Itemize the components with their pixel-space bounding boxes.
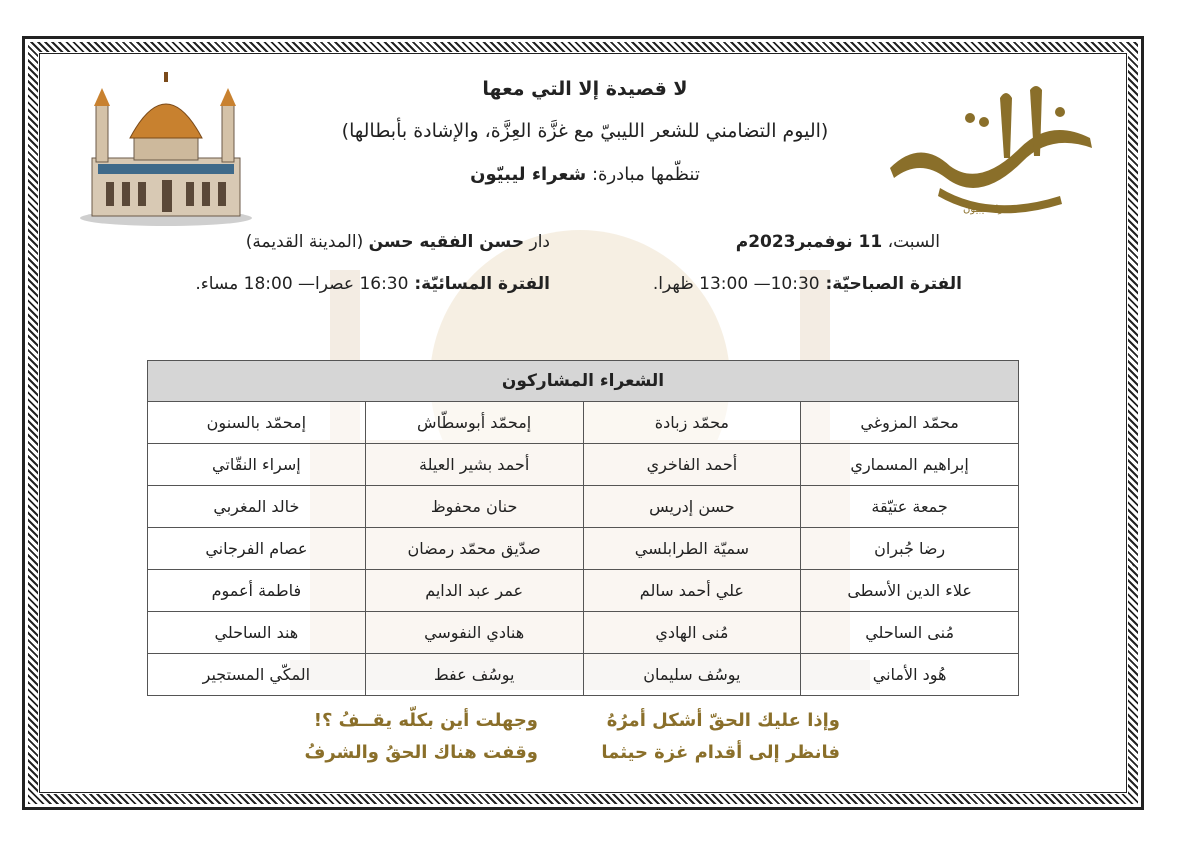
verse-right bbox=[601, 705, 840, 769]
poet-name-cell: جمعة عتيّقة bbox=[801, 486, 1019, 528]
table-row bbox=[148, 654, 1019, 696]
poet-name-cell: عمر عبد الدايم bbox=[365, 570, 583, 612]
poet-name-cell: رضا جُبران bbox=[801, 528, 1019, 570]
logo-text: شعراء ليبيون bbox=[963, 204, 1017, 215]
poet-name-cell: مُنى الهادي bbox=[583, 612, 801, 654]
evening-session bbox=[195, 274, 550, 294]
poet-name-cell: أحمد بشير العيلة bbox=[365, 444, 583, 486]
poet-name-cell: صدّيق محمّد رمضان bbox=[365, 528, 583, 570]
verse-left bbox=[304, 705, 538, 769]
date-value: 11 نوفمبر2023م bbox=[735, 232, 883, 252]
table-row bbox=[148, 528, 1019, 570]
table-row bbox=[148, 570, 1019, 612]
verse-line: وجهلت أين بكلّه يقــفُ ؟! bbox=[313, 710, 538, 731]
poet-name-cell: يوسُف عفط bbox=[365, 654, 583, 696]
page-title: لا قصيدة إلا التي معها bbox=[482, 78, 688, 100]
poet-name-cell: علاء الدين الأسطى bbox=[801, 570, 1019, 612]
table-row bbox=[148, 402, 1019, 444]
poet-name-cell: إمحمّد بالسنون bbox=[148, 402, 366, 444]
poets-table-body bbox=[148, 402, 1019, 696]
organizer-name: شعراء ليبيّون bbox=[470, 164, 587, 185]
poet-name-cell: فاطمة أعموم bbox=[148, 570, 366, 612]
poet-name-cell: هُود الأماني bbox=[801, 654, 1019, 696]
venue-suffix: (المدينة القديمة) bbox=[245, 232, 369, 252]
poet-name-cell: سميّة الطرابلسي bbox=[583, 528, 801, 570]
poet-name-cell: هند الساحلي bbox=[148, 612, 366, 654]
poet-name-cell: حسن إدريس bbox=[583, 486, 801, 528]
poet-name-cell: المكّي المستجير bbox=[148, 654, 366, 696]
poet-name-cell: مُنى الساحلي bbox=[801, 612, 1019, 654]
event-subtitle: (اليوم التضامني للشعر الليبيّ مع غزَّة العِزَّة، والإشادة بأبطالها) bbox=[341, 120, 829, 142]
venue-prefix: دار bbox=[524, 232, 550, 252]
organizer-prefix: تنظّمها مبادرة: bbox=[586, 164, 700, 185]
poet-name-cell: إسراء النقّاتي bbox=[148, 444, 366, 486]
poet-name-cell: إبراهيم المسماري bbox=[801, 444, 1019, 486]
morning-session bbox=[653, 274, 962, 294]
morning-label: الفترة الصباحيّة: bbox=[819, 274, 962, 294]
organizer-line bbox=[260, 164, 910, 185]
poet-name-cell: علي أحمد سالم bbox=[583, 570, 801, 612]
poets-table-title: الشعراء المشاركون bbox=[148, 361, 1019, 402]
event-venue bbox=[246, 232, 550, 252]
poet-name-cell: عصام الفرجاني bbox=[148, 528, 366, 570]
table-row bbox=[148, 612, 1019, 654]
table-row bbox=[148, 486, 1019, 528]
verse-line: وإذا عليك الحقّ أشكل أمرُهُ bbox=[606, 710, 840, 731]
event-date bbox=[736, 232, 940, 252]
morning-time: 10:30— 13:00 ظهرا. bbox=[652, 274, 820, 294]
poet-name-cell: محمّد زبادة bbox=[583, 402, 801, 444]
mosque-icon bbox=[78, 68, 254, 228]
evening-time: 16:30 عصرا— 18:00 مساء. bbox=[195, 274, 409, 294]
date-prefix: السبت، bbox=[882, 232, 940, 252]
poets-table bbox=[147, 360, 1019, 696]
poet-name-cell: خالد المغربي bbox=[148, 486, 366, 528]
verse-line: وقفت هناك الحقُ والشرفُ bbox=[304, 742, 538, 763]
table-row bbox=[148, 444, 1019, 486]
evening-label: الفترة المسائيّة: bbox=[408, 274, 550, 294]
poet-name-cell: أحمد الفاخري bbox=[583, 444, 801, 486]
poet-name-cell: هنادي النفوسي bbox=[365, 612, 583, 654]
poet-name-cell: يوسُف سليمان bbox=[583, 654, 801, 696]
poet-name-cell: حنان محفوظ bbox=[365, 486, 583, 528]
shuara-libiyun-logo bbox=[880, 78, 1100, 218]
verse-line: فانظر إلى أقدام غزة حيثما bbox=[601, 742, 840, 763]
poet-name-cell: محمّد المزوغي bbox=[801, 402, 1019, 444]
venue-name: حسن الفقيه حسن bbox=[368, 232, 525, 252]
poet-name-cell: إمحمّد أبوسطّاش bbox=[365, 402, 583, 444]
